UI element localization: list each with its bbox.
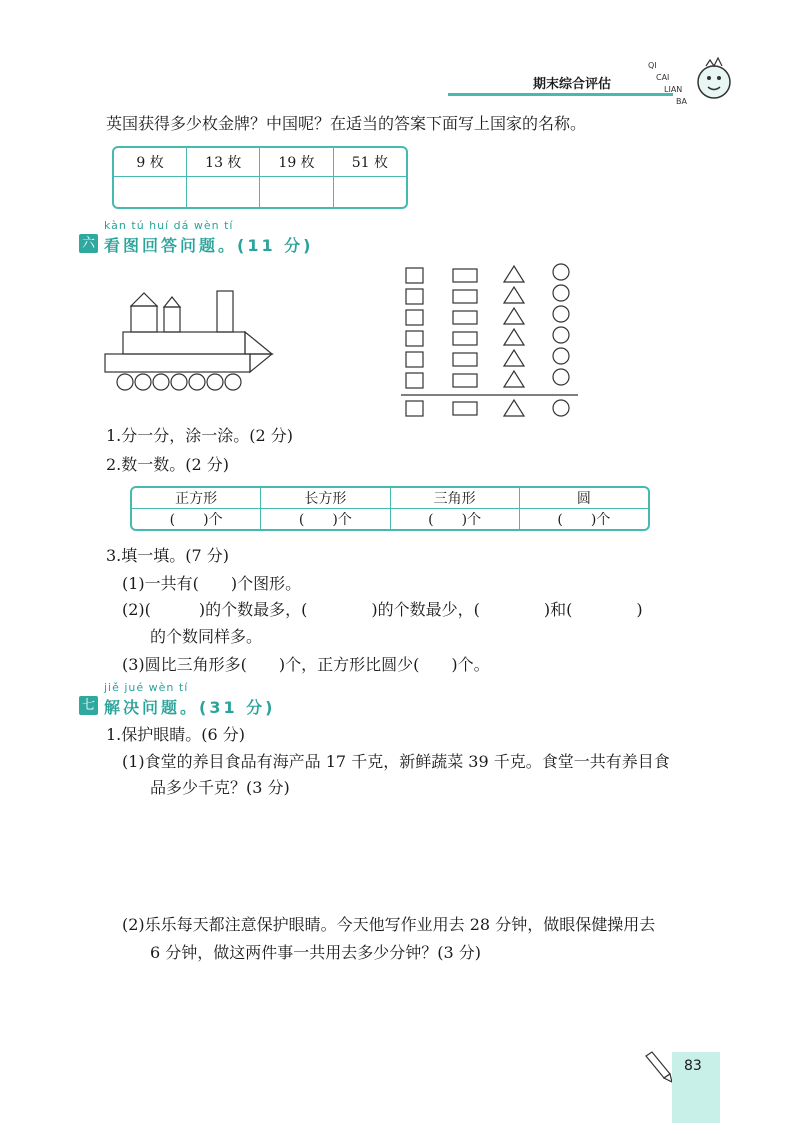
pencil-icon [640, 1048, 676, 1084]
section7-q1-1a: (1)食堂的养目食品有海产品 17 千克，新鲜蔬菜 39 千克。食堂一共有养目食 [122, 752, 670, 771]
medal-question-text: 英国获得多少枚金牌？中国呢？在适当的答案下面写上国家的名称。 [106, 114, 587, 133]
page-number-tab [672, 1052, 720, 1123]
section7-badge: 七 [79, 696, 98, 715]
section6-q3-1: (1)一共有( )个图形。 [122, 574, 302, 593]
medal-answer-cell[interactable] [334, 177, 406, 207]
page-number: 83 [684, 1058, 702, 1074]
svg-text:LIAN: LIAN [664, 85, 683, 94]
section6-pinyin: kàn tú huí dá wèn tí [104, 219, 234, 232]
section7-title: 解决问题。(31 分) [104, 698, 276, 717]
section7-q1-1b: 品多少千克？(3 分) [150, 778, 290, 797]
medal-answer-table [112, 146, 408, 209]
section7-q1-2a: (2)乐乐每天都注意保护眼睛。今天他写作业用去 28 分钟，做眼保健操用去 [122, 915, 656, 934]
section6-q1: 1.分一分，涂一涂。(2 分) [106, 426, 294, 445]
shape-columns-figure [398, 260, 588, 425]
shape-count-table [130, 486, 650, 531]
section6-q3-2a: (2)( )的个数最多，( )的个数最少，( )和( ) [122, 600, 643, 619]
count-answer-cell[interactable]: ( )个 [261, 509, 390, 529]
count-answer-cell[interactable]: ( )个 [391, 509, 520, 529]
medal-option: 19 枚 [260, 148, 333, 177]
count-header: 圆 [520, 488, 648, 509]
section6-q2: 2.数一数。(2 分) [106, 455, 230, 474]
count-header: 三角形 [391, 488, 520, 509]
section6-q3: 3.填一填。(7 分) [106, 546, 230, 565]
header-title: 期末综合评估 [533, 77, 612, 92]
svg-text:QI: QI [648, 61, 657, 70]
count-answer-cell[interactable]: ( )个 [132, 509, 261, 529]
medal-answer-cell[interactable] [114, 177, 187, 207]
section7-q1: 1.保护眼睛。(6 分) [106, 725, 246, 744]
medal-option: 9 枚 [114, 148, 187, 177]
section6-q3-2b: 的个数同样多。 [150, 627, 263, 646]
count-answer-cell[interactable]: ( )个 [557, 512, 611, 528]
medal-answer-cell[interactable] [187, 177, 260, 207]
train-figure [100, 285, 280, 395]
count-header: 长方形 [261, 488, 390, 509]
section6-q3-3: (3)圆比三角形多( )个，正方形比圆少( )个。 [122, 655, 490, 674]
medal-answer-cell[interactable] [260, 177, 333, 207]
count-header: 正方形 [132, 488, 261, 509]
section6-title: 看图回答问题。(11 分) [104, 236, 314, 255]
svg-text:BA: BA [676, 97, 687, 106]
medal-option: 51 枚 [334, 148, 406, 177]
section7-q1-2b: 6 分钟，做这两件事一共用去多少分钟？(3 分) [150, 943, 482, 962]
logo-mascot-icon [636, 50, 736, 110]
svg-text:CAI: CAI [656, 73, 670, 82]
section6-badge: 六 [79, 234, 98, 253]
medal-option: 13 枚 [187, 148, 260, 177]
section7-pinyin: jiě jué wèn tí [104, 681, 189, 694]
